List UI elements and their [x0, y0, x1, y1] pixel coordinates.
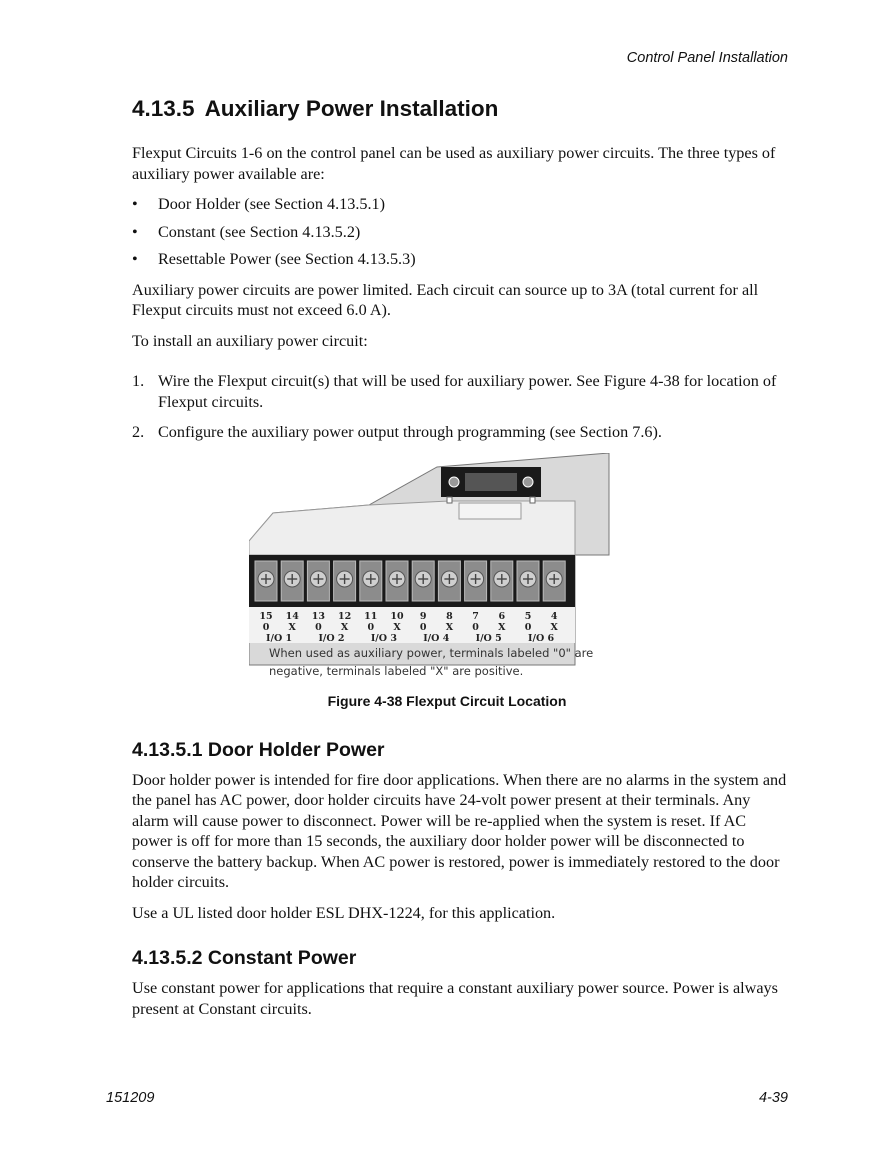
io-label: I/O 5 — [475, 632, 502, 644]
section-title: Auxiliary Power Installation — [204, 96, 499, 121]
step-text: Wire the Flexput circuit(s) that will be used for auxiliary power. See Figure 4-38 for location of Flexput circuits. — [158, 372, 777, 411]
figure-note-line-1: When used as auxiliary power, terminals labeled "0" are — [269, 645, 594, 660]
list-item-text: Door Holder (see Section 4.13.5.1) — [158, 195, 386, 213]
terminal-polarity: 0 — [524, 621, 532, 633]
figure-note-line-2: negative, terminals labeled "X" are positive. — [269, 663, 524, 678]
terminal-polarity: X — [340, 621, 349, 633]
figure-caption: Figure 4-38 Flexput Circuit Location — [327, 692, 567, 709]
terminal-polarity: X — [445, 621, 454, 633]
terminal-polarity: X — [393, 621, 401, 633]
io-label: I/O 4 — [423, 632, 450, 644]
terminal-number: 7 — [472, 610, 479, 622]
constant-power-heading: 4.13.5.2 Constant Power — [132, 947, 357, 969]
terminal-polarity: X — [550, 621, 558, 633]
terminal-polarity: 0 — [315, 621, 322, 633]
connector-slot — [465, 473, 517, 491]
door-holder-heading: 4.13.5.1 Door Holder Power — [132, 738, 385, 761]
terminal-polarity: X — [498, 621, 506, 633]
connector-pin — [530, 497, 535, 503]
step-number: 1. — [132, 372, 145, 390]
connector-screw-left — [449, 477, 459, 487]
bullet-glyph: • — [132, 195, 138, 213]
section-number: 4.13.5 — [132, 96, 195, 121]
connector-latch — [459, 503, 521, 519]
step-item — [132, 422, 790, 443]
bullet-glyph: • — [132, 222, 138, 241]
connector-screw-right — [523, 477, 533, 487]
page-content — [132, 96, 790, 1029]
step-item — [132, 371, 790, 412]
list-item-text: Constant (see Section 4.13.5.2) — [158, 222, 361, 241]
terminal-number: 4 — [550, 610, 558, 622]
terminal-number: 10 — [390, 610, 404, 622]
terminal-polarity: 0 — [472, 621, 479, 633]
power-limit-paragraph: Auxiliary power circuits are power limited. Each circuit can source up to 3A (total current for all Flexput circuits must not exceed 6.0 A). — [132, 280, 759, 319]
terminal-polarity: X — [288, 621, 296, 633]
terminal-number: 13 — [311, 610, 326, 622]
step-number: 2. — [132, 423, 145, 441]
flexput-circuit-diagram — [249, 453, 619, 685]
panel-top-surface — [249, 501, 575, 555]
io-label: I/O 1 — [266, 632, 293, 644]
install-intro: To install an auxiliary power circuit: — [132, 331, 368, 350]
intro-paragraph: Flexput Circuits 1-6 on the control panel can be used as auxiliary power circuits. The three types of auxiliary power available are: — [132, 144, 776, 183]
terminal-number: 15 — [259, 610, 273, 622]
terminal-number: 11 — [364, 610, 378, 622]
list-item — [132, 194, 790, 215]
io-label: I/O 2 — [318, 632, 345, 644]
aux-power-types-list — [132, 194, 790, 270]
terminal-polarity: 0 — [419, 621, 427, 633]
door-holder-usage: Use a UL listed door holder ESL DHX-1224, for this application. — [132, 903, 556, 922]
io-label: I/O 3 — [370, 632, 397, 644]
footer-doc-number: 151209 — [106, 1090, 155, 1106]
install-steps-list — [132, 371, 790, 443]
io-label: I/O 6 — [528, 632, 555, 644]
terminal-number: 9 — [419, 610, 427, 622]
running-header: Control Panel Installation — [626, 50, 788, 66]
step-text: Configure the auxiliary power output through programming (see Section 7.6). — [158, 423, 662, 441]
list-item — [132, 222, 790, 243]
terminal-number: 12 — [337, 610, 352, 622]
list-item — [132, 249, 790, 270]
terminal-number: 14 — [285, 610, 299, 622]
terminal-number: 5 — [524, 610, 532, 622]
terminal-polarity: 0 — [367, 621, 375, 633]
flexput-figure — [132, 453, 790, 715]
list-item-text: Resettable Power (see Section 4.13.5.3) — [158, 250, 416, 268]
terminal-polarity: 0 — [262, 621, 270, 633]
bullet-glyph: • — [132, 250, 138, 268]
footer-page-number: 4-39 — [758, 1090, 788, 1106]
constant-power-body: Use constant power for applications that require a constant auxiliary power source. Power is always present at Constant circuits. — [132, 979, 778, 1018]
terminal-number: 8 — [446, 610, 453, 622]
terminal-number: 6 — [498, 610, 506, 622]
section-heading — [132, 96, 790, 122]
door-holder-body: Door holder power is intended for fire door applications. When there are no alarms in the system and the panel has AC power, door holder circuits have 24-volt power present at their terminals. Any alarm will cause power to disconnect. Power will be re-applied when the system is reset. If AC power is off for more than 15 seconds, the auxiliary door holder power will be disconnected to conserve the battery backup. When AC power is restored, power is immediately restored to the door holder circuits. — [132, 770, 787, 891]
connector-pin — [447, 497, 452, 503]
